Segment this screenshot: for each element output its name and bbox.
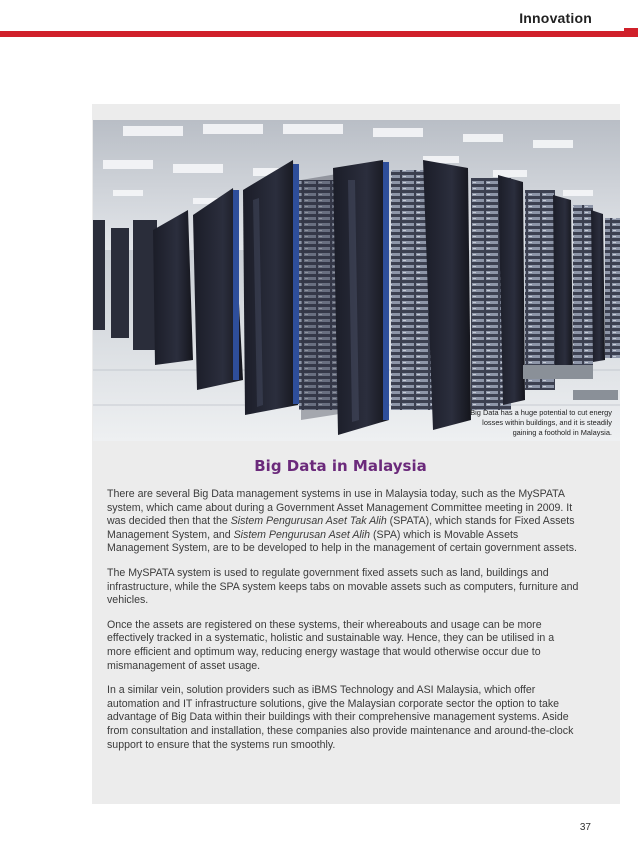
paragraph-1-text-c: (SPATA), which stands for Fixed Assets Management System, and: [107, 515, 575, 541]
paragraph-4: In a similar vein, solution providers such as iBMS Technology and ASI Malaysia, which offer automation and IT infrastructure solutions, give the Malaysian corporate sector the option to take advantage of Big Data within their buildings with their comprehensive management systems. Aside from consultation and installation, these companies also provide maintenance and around-the-clock support to ensure that the systems run smoothly.: [107, 684, 574, 751]
server-room-image: [93, 120, 620, 441]
section-label: Innovation: [519, 10, 592, 26]
page-number: 37: [579, 822, 591, 833]
paragraph-1-text-e: (SPA) which is Movable Assets Management System, are to be developed to help in the management of certain government assets.: [107, 528, 577, 555]
article-title: Big Data in Malaysia: [254, 457, 427, 475]
paragraph-2: The MySPATA system is used to regulate government fixed assets such as land, buildings and infrastructure, while the SPA system keeps tabs on movable assets such as computers, furniture and vehicles.: [107, 566, 579, 607]
paragraph-1-text-a: There are several Big Data management systems in use in Malaysia today, such as the MySPATA system, which came about during a Government Asset Management Committee meeting in 2009. It was decided then that the: [107, 488, 573, 528]
supercomputer-photo: [93, 120, 620, 441]
spata-term: Sistem Pengurusan Aset Tak Alih: [230, 515, 387, 528]
spa-term: Sistem Pengurusan Aset Alih: [233, 528, 371, 541]
paragraph-1: [107, 488, 579, 556]
photo-caption: Big Data has a huge potential to cut energy losses within buildings, and it is steadily gaining a foothold in Malaysia.: [470, 408, 612, 437]
paragraph-3: Once the assets are registered on these systems, their whereabouts and usage can be more effectively tracked in a systematic, holistic and sustainable way. Hence, they can be utilised in a more efficient and optimum way, reducing energy wastage that would otherwise occur due to mismanagement of asset usage.: [107, 618, 555, 672]
header-accent: [624, 28, 638, 37]
article-body: [107, 488, 579, 763]
header-rule: [0, 31, 638, 37]
